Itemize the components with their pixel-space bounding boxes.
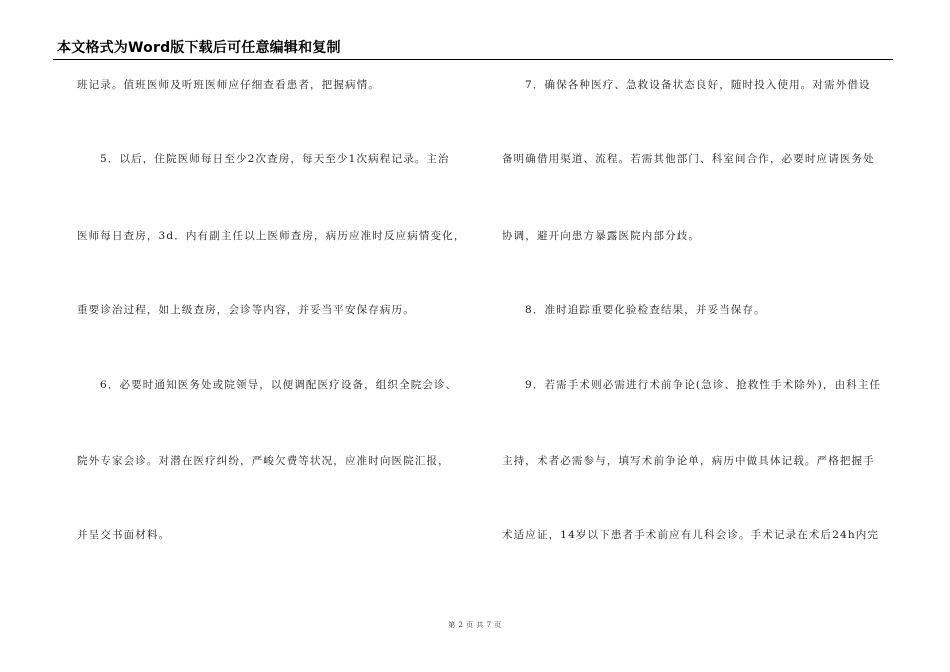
left-line-5: 6．必要时通知医务处或院领导，以便调配医疗设备，组织全院会诊、 xyxy=(100,379,458,391)
right-line-3: 协调，避开向患方暴露医院内部分歧。 xyxy=(502,230,701,242)
right-line-4: 8．准时追踪重要化验检查结果，并妥当保存。 xyxy=(525,304,766,316)
left-line-1: 班记录。值班医师及听班医师应仔细查看患者，把握病情。 xyxy=(77,79,380,91)
right-line-7: 术适应证，14岁以下患者手术前应有儿科会诊。手术记录在术后24h内完 xyxy=(502,529,880,541)
right-line-5: 9．若需手术则必需进行术前争论(急诊、抢救性手术除外)，由科主任 xyxy=(525,379,882,391)
right-line-6: 主持，术者必需参与，填写术前争论单，病历中做具体记载。严格把握手 xyxy=(502,455,875,467)
left-line-6: 院外专家会诊。对潜在医疗纠纷，严峻欠费等状况，应准时向医院汇报， xyxy=(77,455,450,467)
left-line-4: 重要诊治过程，如上级查房，会诊等内容，并妥当平安保存病历。 xyxy=(77,304,415,316)
document-header xyxy=(53,37,893,60)
left-line-2: 5．以后，住院医师每日至少2次查房，每天至少1次病程记录。主治 xyxy=(100,153,450,165)
left-line-7: 并呈交书面材料。 xyxy=(77,529,171,541)
page-number: 第 2 页 共 7 页 xyxy=(448,621,502,629)
left-line-3: 医师每日查房，3d．内有副主任以上医师查房，病历应准时反应病情变化， xyxy=(77,230,466,242)
right-line-2: 备明确借用渠道、流程。若需其他部门、科室间合作，必要时应请医务处 xyxy=(502,153,875,165)
right-line-1: 7．确保各种医疗、急救设备状态良好，随时投入使用。对需外借设 xyxy=(525,79,871,91)
header-title: 本文格式为Word版下载后可任意编辑和复制 xyxy=(57,40,341,56)
